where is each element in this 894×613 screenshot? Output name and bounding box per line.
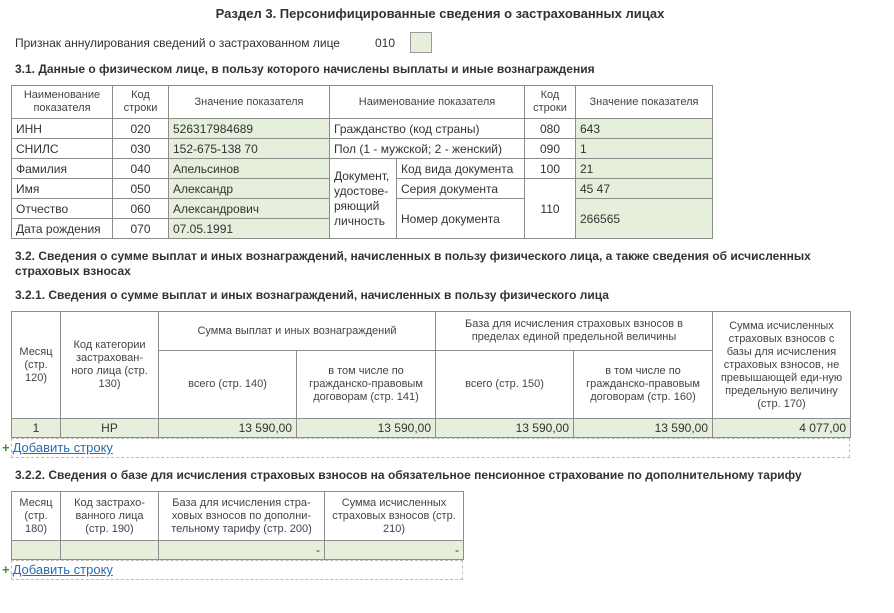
row-citizenship-code: 080 (525, 119, 576, 139)
row-doc-number-label: Номер документа (397, 199, 525, 239)
annul-checkbox[interactable] (410, 32, 432, 53)
header-code-right: Код строки (525, 86, 576, 119)
header-total-140: всего (стр. 140) (159, 351, 297, 419)
add-row-link-2[interactable] (2, 562, 113, 577)
section-3-2-2-heading: 3.2.2. Сведения о базе для исчисления страховых взносов на обязательное пенсионное страхование по дополнительному тарифу (15, 468, 802, 482)
total-140-field[interactable]: 13 590,00 (159, 419, 297, 438)
patronymic-field[interactable]: Александрович (169, 199, 330, 219)
add-row-link[interactable] (2, 440, 113, 455)
doc-series-field[interactable]: 45 47 (576, 179, 713, 199)
add-row-button[interactable]: Добавить строку (12, 440, 113, 455)
row-doc-series-number-code: 110 (525, 179, 576, 239)
header-category: Код категории застрахован-ного лица (стр. 130) (61, 312, 159, 419)
header-sum-210: Сумма исчисленных страховых взносов (стр. 210) (325, 492, 464, 541)
header-payments: Сумма выплат и иных вознаграждений (159, 312, 436, 351)
header-base-200: База для исчисления стра-ховых взносов по дополни-тельному тарифу (стр. 200) (159, 492, 325, 541)
header-civil-160: в том числе по гражданско-правовым договорам (стр. 160) (574, 351, 713, 419)
table-row (12, 419, 851, 438)
row-inn-code: 020 (113, 119, 169, 139)
header-value-right: Значение показателя (576, 86, 713, 119)
header-code-190: Код застрахо-ванного лица (стр. 190) (61, 492, 159, 541)
doc-type-field[interactable]: 21 (576, 159, 713, 179)
table-row (12, 541, 464, 560)
row-doc-type-label: Код вида документа (397, 159, 525, 179)
snils-field[interactable]: 152-675-138 70 (169, 139, 330, 159)
row-inn-label: ИНН (12, 119, 113, 139)
additional-tariff-table (11, 491, 464, 560)
row-surname-code: 040 (113, 159, 169, 179)
header-code-left: Код строки (113, 86, 169, 119)
row-name-code: 050 (113, 179, 169, 199)
row-doc-type-code: 100 (525, 159, 576, 179)
header-total-150: всего (стр. 150) (436, 351, 574, 419)
citizenship-field[interactable]: 643 (576, 119, 713, 139)
total-150-field[interactable]: 13 590,00 (436, 419, 574, 438)
add-row-button-2[interactable]: Добавить строку (12, 562, 113, 577)
birthdate-field[interactable]: 07.05.1991 (169, 219, 330, 239)
annul-label: Признак аннулирования сведений о застрахованном лице (15, 36, 340, 50)
code-190-field[interactable] (61, 541, 159, 560)
row-doc-series-label: Серия документа (397, 179, 525, 199)
sum-210-field[interactable]: - (325, 541, 464, 560)
page-title: Раздел 3. Персонифицированные сведения о застрахованных лицах (215, 6, 665, 21)
plus-icon: + (2, 562, 10, 577)
surname-field[interactable]: Апельсинов (169, 159, 330, 179)
row-birthdate-code: 070 (113, 219, 169, 239)
header-month: Месяц (стр. 120) (12, 312, 61, 419)
row-citizenship-label: Гражданство (код страны) (330, 119, 525, 139)
category-field[interactable]: НР (61, 419, 159, 438)
doc-number-field[interactable]: 266565 (576, 199, 713, 239)
row-snils-code: 030 (113, 139, 169, 159)
header-civil-141: в том числе по гражданско-правовым договорам (стр. 141) (297, 351, 436, 419)
row-birthdate-label: Дата рождения (12, 219, 113, 239)
section-3-2-heading: 3.2. Сведения о сумме выплат и иных вознаграждений, начисленных в пользу физического лица, а также сведения об исчисленных страховых взносах (15, 249, 811, 278)
row-sex-label: Пол (1 - мужской; 2 - женский) (330, 139, 525, 159)
civil-141-field[interactable]: 13 590,00 (297, 419, 436, 438)
header-base: База для исчисления страховых взносов в пределах единой предельной величины (436, 312, 713, 351)
row-sex-code: 090 (525, 139, 576, 159)
row-surname-label: Фамилия (12, 159, 113, 179)
month-field[interactable]: 1 (12, 419, 61, 438)
inn-field[interactable]: 526317984689 (169, 119, 330, 139)
plus-icon: + (2, 440, 10, 455)
contrib-170-field[interactable]: 4 077,00 (713, 419, 851, 438)
header-value-left: Значение показателя (169, 86, 330, 119)
row-snils-label: СНИЛС (12, 139, 113, 159)
doc-group-label: Документ, удостове-ряющий личность (330, 159, 397, 239)
section-3-2-1-heading: 3.2.1. Сведения о сумме выплат и иных вознаграждений, начисленных в пользу физического лица (15, 288, 609, 302)
person-data-table (11, 85, 713, 239)
base-200-field[interactable]: - (159, 541, 325, 560)
header-contrib: Сумма исчисленных страховых взносов с базы для исчисления страховых взносов, не превышающей еди-ную предельную величину (стр. 170) (713, 312, 851, 419)
payments-table (11, 311, 851, 438)
civil-160-field[interactable]: 13 590,00 (574, 419, 713, 438)
header-name-right: Наименование показателя (330, 86, 525, 119)
row-name-label: Имя (12, 179, 113, 199)
add-row-area (11, 438, 850, 458)
name-field[interactable]: Александр (169, 179, 330, 199)
header-name-left: Наименование показателя (12, 86, 113, 119)
header-month-180: Месяц (стр. 180) (12, 492, 61, 541)
sex-field[interactable]: 1 (576, 139, 713, 159)
annul-code: 010 (375, 36, 396, 50)
row-patronymic-code: 060 (113, 199, 169, 219)
month-180-field[interactable] (12, 541, 61, 560)
section-3-1-heading: 3.1. Данные о физическом лице, в пользу которого начислены выплаты и иные вознаграждения (15, 62, 595, 76)
row-patronymic-label: Отчество (12, 199, 113, 219)
